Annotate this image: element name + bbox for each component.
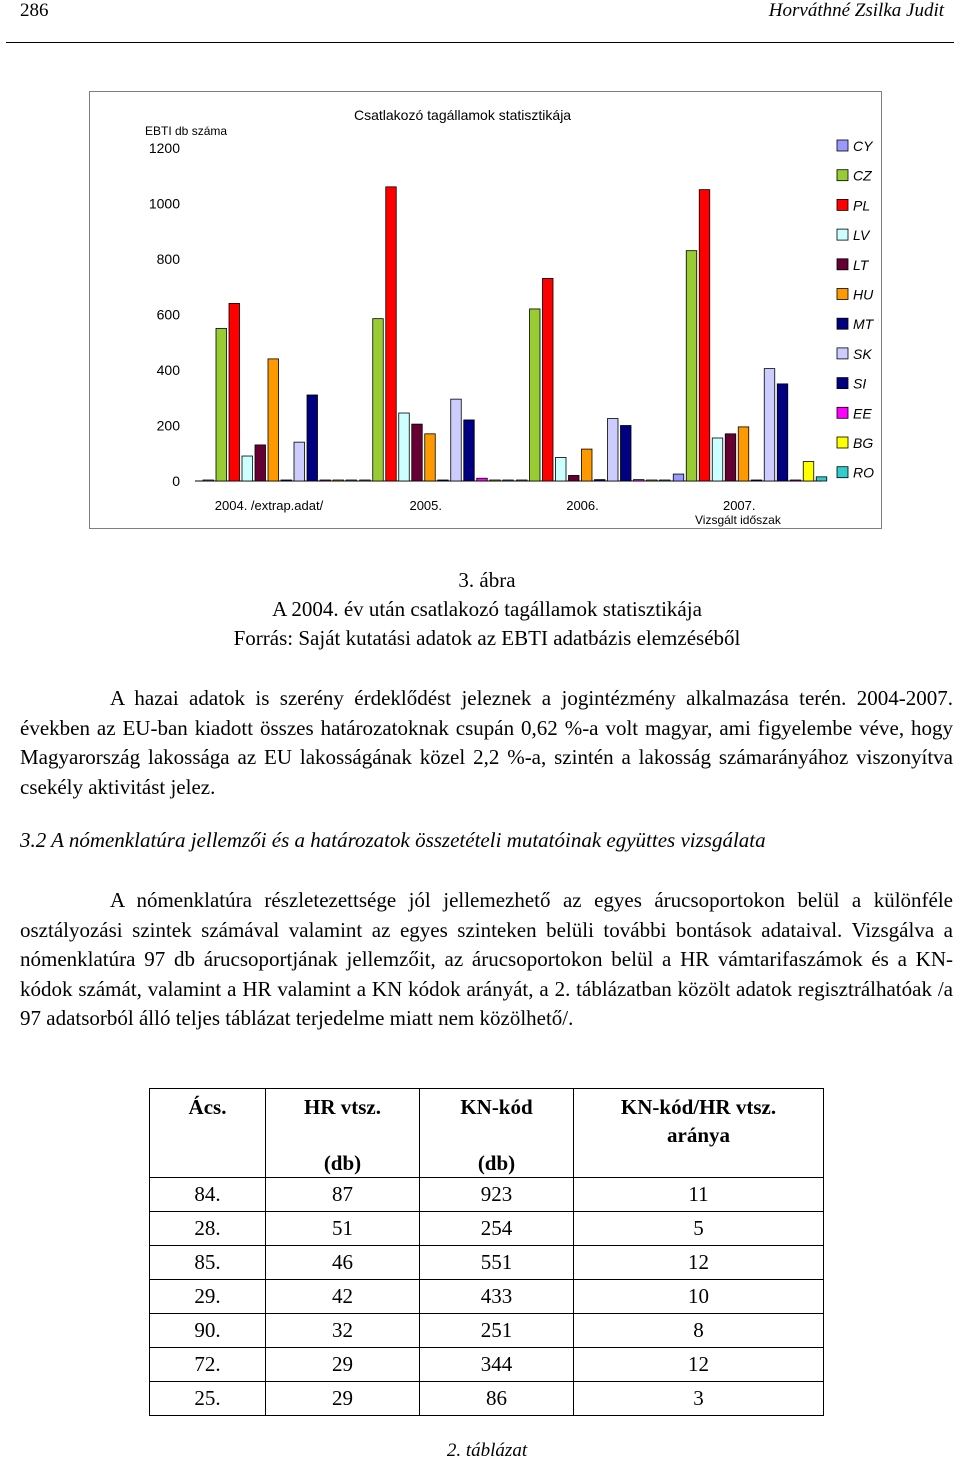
bar-si — [777, 384, 788, 481]
legend-label: HU — [853, 286, 874, 303]
table-cell: 923 — [420, 1178, 574, 1212]
table-cell: 251 — [420, 1314, 574, 1348]
figure-title: A 2004. év után csatlakozó tagállamok statisztikája — [272, 597, 702, 621]
bar-mt — [281, 480, 292, 481]
legend-swatch — [837, 407, 848, 418]
legend-swatch — [837, 140, 848, 151]
table-cell: 29 — [266, 1382, 420, 1416]
header-rule — [6, 42, 954, 43]
y-tick-label: 800 — [156, 251, 180, 267]
legend-swatch — [837, 259, 848, 270]
table-cell: 11 — [574, 1178, 824, 1212]
legend-swatch — [837, 437, 848, 448]
table-cell: 3 — [574, 1382, 824, 1416]
legend-label: BG — [853, 435, 874, 451]
legend-label: SI — [853, 375, 867, 392]
bar-cy — [673, 474, 684, 481]
figure-source: Forrás: Saját kutatási adatok az EBTI adatbázis elemzéséből — [233, 626, 741, 650]
bar-cz — [530, 309, 541, 481]
bar-pl — [229, 303, 240, 481]
legend-swatch — [837, 378, 848, 389]
bar-sk — [294, 442, 305, 481]
figure-number: 3. ábra — [458, 568, 516, 592]
table-cell: 87 — [266, 1178, 420, 1212]
table-header-cell — [266, 1089, 420, 1178]
legend-swatch — [837, 199, 848, 210]
table-cell: 433 — [420, 1280, 574, 1314]
chart-xlabel: Vizsgált időszak — [695, 513, 781, 527]
bar-ro — [816, 477, 827, 481]
legend-label: LT — [853, 256, 869, 273]
bar-mt — [751, 480, 762, 481]
body-paragraph: A hazai adatok is szerény érdeklődést jeleznek a jogintézmény alkalmazása terén. 2004-2007. években az EU-ban kiadott összes határozatoknak csupán 0,62 %-a volt magyar, ami figyelembe véve, hogy Magyarország lakossága az EU lakosságának közel 2,2 %-a, szintén a lakosság számarányához viszonyítva csekély aktivitást jelez. — [20, 686, 953, 799]
y-tick-label: 1000 — [148, 195, 180, 212]
chart-plot-area — [149, 140, 827, 513]
running-header-author: Horváthné Zsilka Judit — [768, 0, 944, 21]
bar-bg — [803, 462, 814, 481]
table-cell: 551 — [420, 1246, 574, 1280]
table-header-row — [150, 1089, 824, 1178]
y-tick-label: 1200 — [148, 140, 180, 156]
table-cell: 8 — [574, 1314, 824, 1348]
bar-si — [307, 395, 318, 481]
table-header-cell — [574, 1089, 824, 1178]
legend-swatch — [837, 170, 848, 181]
x-tick-label: 2006. — [566, 498, 599, 513]
table-cell: 90. — [150, 1314, 266, 1348]
bar-bg — [490, 480, 501, 481]
bar-cz — [686, 251, 697, 481]
chart-legend — [837, 138, 875, 481]
table-row — [150, 1178, 824, 1212]
legend-label: LV — [853, 227, 870, 244]
y-tick-label: 400 — [156, 362, 180, 378]
header-label: KN-kód/HR vtsz. aránya — [620, 1095, 777, 1147]
chart-title: Csatlakozó tagállamok statisztikája — [354, 107, 572, 123]
x-tick-label: 2007. — [722, 498, 756, 513]
header-label: Ács. — [188, 1095, 227, 1119]
legend-label: SK — [853, 345, 872, 362]
bar-lv — [242, 456, 253, 481]
bar-lt — [412, 424, 423, 481]
table-cell: 72. — [150, 1348, 266, 1382]
bar-lt — [725, 434, 736, 481]
table-cell: 84. — [150, 1178, 266, 1212]
header-unit: (db) — [477, 1151, 516, 1175]
y-tick-label: 600 — [156, 306, 180, 323]
bar-cy — [517, 480, 528, 481]
bar-ee — [634, 480, 645, 481]
bar-sk — [451, 399, 462, 481]
bar-ro — [660, 480, 671, 481]
x-tick-label: 2004. /extrap.adat/ — [214, 498, 324, 513]
table-cell: 25. — [150, 1382, 266, 1416]
table-cell: 344 — [420, 1348, 574, 1382]
legend-swatch — [837, 467, 848, 478]
table-cell: 5 — [574, 1212, 824, 1246]
bar-pl — [699, 190, 710, 481]
bar-sk — [608, 419, 619, 481]
table-header-cell — [420, 1089, 574, 1178]
header-label: HR vtsz. — [304, 1095, 381, 1119]
table-cell: 46 — [266, 1246, 420, 1280]
table-row — [150, 1314, 824, 1348]
bar-lv — [399, 413, 410, 481]
table-cell: 10 — [574, 1280, 824, 1314]
x-tick-label: 2005. — [409, 498, 443, 513]
bar-cy — [360, 480, 371, 481]
table-cell: 28. — [150, 1212, 266, 1246]
table-caption: 2. táblázat — [446, 1440, 528, 1461]
table-cell: 29. — [150, 1280, 266, 1314]
section-heading: 3.2 A nómenklatúra jellemzői és a határozatok összetételi mutatóinak együttes vizsgálata — [20, 828, 766, 852]
table-row — [150, 1382, 824, 1416]
legend-swatch — [837, 348, 848, 359]
table-row — [150, 1280, 824, 1314]
table-cell: 29 — [266, 1348, 420, 1382]
bar-pl — [543, 278, 554, 481]
bar-sk — [764, 369, 775, 481]
page-number: 286 — [20, 0, 49, 21]
legend-swatch — [837, 229, 848, 240]
bar-chart — [90, 92, 883, 530]
bar-ro — [346, 480, 357, 481]
bar-lv — [556, 457, 567, 481]
table-cell: 86 — [420, 1382, 574, 1416]
table-row — [150, 1212, 824, 1246]
bar-cz — [216, 328, 227, 481]
table-cell: 32 — [266, 1314, 420, 1348]
table-cell: 85. — [150, 1246, 266, 1280]
y-tick-label: 0 — [172, 473, 180, 489]
table-cell: 42 — [266, 1280, 420, 1314]
bar-cy — [203, 480, 214, 481]
bar-hu — [582, 449, 593, 481]
bar-hu — [268, 359, 279, 481]
header-label: KN-kód — [460, 1095, 533, 1119]
legend-swatch — [837, 289, 848, 300]
table-cell: 51 — [266, 1212, 420, 1246]
table-cell: 12 — [574, 1246, 824, 1280]
bar-ee — [790, 480, 801, 481]
table-row — [150, 1348, 824, 1382]
bar-lt — [569, 475, 580, 481]
table-row — [150, 1246, 824, 1280]
bar-hu — [425, 434, 436, 481]
table-header-cell — [150, 1089, 266, 1178]
y-tick-label: 200 — [156, 417, 180, 434]
bar-ee — [477, 478, 488, 481]
legend-swatch — [837, 318, 848, 329]
legend-label: PL — [853, 197, 871, 214]
bar-si — [464, 420, 475, 481]
bar-cz — [373, 319, 384, 481]
bar-ro — [503, 480, 514, 481]
bar-hu — [738, 427, 749, 481]
legend-label: MT — [853, 316, 874, 333]
bar-bg — [333, 480, 344, 481]
table-cell: 254 — [420, 1212, 574, 1246]
data-table — [149, 1088, 824, 1416]
legend-label: EE — [853, 405, 872, 422]
chart-ylabel: EBTI db száma — [145, 124, 228, 138]
legend-label: CZ — [853, 167, 872, 184]
legend-label: RO — [853, 464, 874, 481]
table-cell: 12 — [574, 1348, 824, 1382]
legend-label: CY — [853, 138, 873, 154]
header-unit: (db) — [323, 1151, 362, 1175]
bar-si — [621, 426, 632, 482]
bar-ee — [320, 480, 331, 481]
bar-lt — [255, 445, 266, 481]
bar-pl — [386, 187, 397, 481]
chart-figure — [89, 91, 882, 529]
bar-lv — [712, 438, 723, 481]
bar-mt — [595, 480, 606, 481]
body-paragraph: A nómenklatúra részletezettsége jól jellemezhető az egyes árucsoportokon belül a különféle osztályozási szintek számával valamint az egyes szinteken belüli további bontások adataival. Vizsgálva a nómenklatúra 97 db árucsoportjának jellemzőit, az árucsoportokon belül a HR vámtarifaszámok és a KN-kódok számát, valamint a HR valamint a KN kódok arányát, a 2. táblázatban közölt adatok regisztrálhatóak /a 97 adatsorból álló teljes táblázat terjedelme miatt nem közölhető/. — [20, 888, 953, 1030]
bar-mt — [438, 480, 449, 481]
bar-bg — [647, 480, 658, 481]
